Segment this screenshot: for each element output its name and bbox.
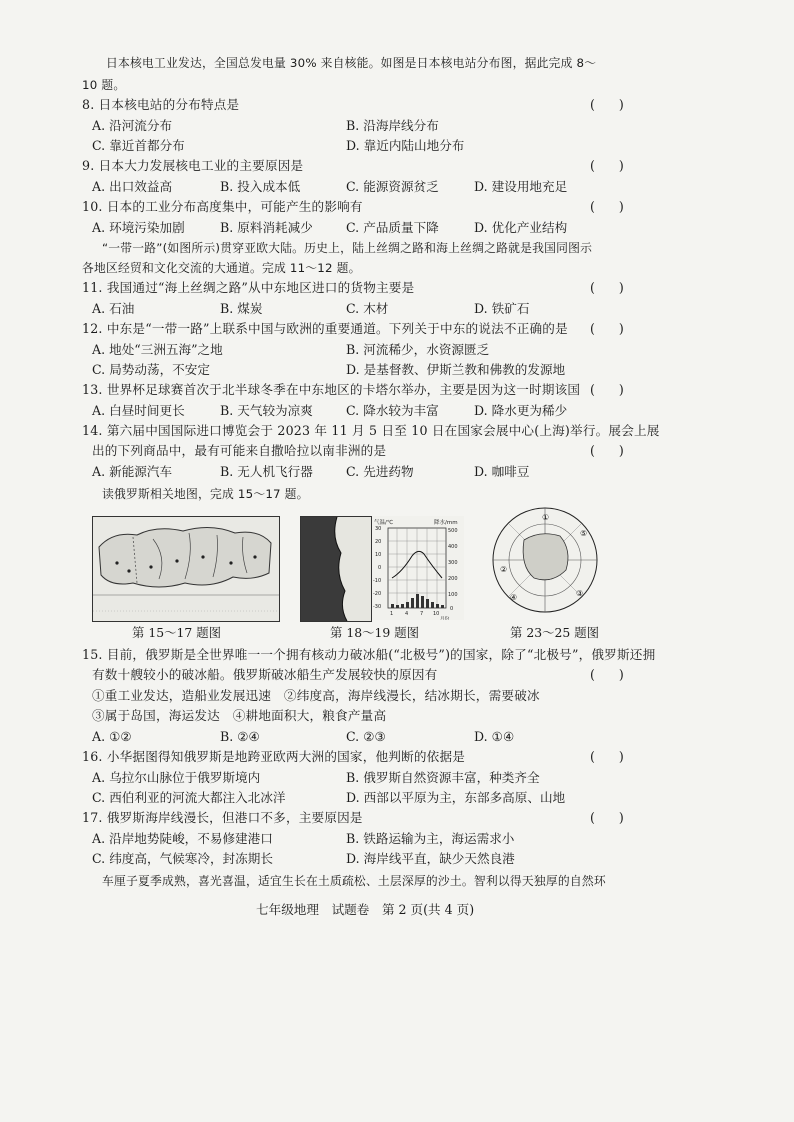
q17-stem: 17. 俄罗斯海岸线漫长，但港口不多，主要原因是 bbox=[82, 810, 363, 825]
climate-left-tick: -10 bbox=[373, 578, 382, 584]
q13-stem: 13. 世界杯足球赛首次于北半球冬季在中东地区的卡塔尔举办，主要是因为这一时期该国 bbox=[82, 382, 581, 397]
climate-x-tick: 10 bbox=[433, 611, 440, 617]
q13-option-b: B. 天气较为凉爽 bbox=[220, 403, 313, 418]
q10-option-c: C. 产品质量下降 bbox=[346, 220, 439, 235]
q12-option-d: D. 是基督教、伊斯兰教和佛教的发源地 bbox=[346, 362, 566, 377]
climate-left-tick: 0 bbox=[378, 565, 382, 571]
q15-option-c: C. ②③ bbox=[346, 729, 386, 744]
q17-answer-paren: ( ) bbox=[590, 810, 634, 825]
q10-option-a: A. 环境污染加剧 bbox=[92, 220, 185, 235]
q15-option-b: B. ②④ bbox=[220, 729, 260, 744]
q9-stem: 9. 日本大力发展核电工业的主要原因是 bbox=[82, 158, 304, 173]
q12-stem: 12. 中东是“一带一路”上联系中国与欧洲的重要通道。下列关于中东的说法不正确的是 bbox=[82, 321, 568, 336]
q11-option-b: B. 煤炭 bbox=[220, 301, 263, 316]
climate-left-axis-label: 气温/℃ bbox=[374, 520, 394, 526]
footer-kind: 试题卷 bbox=[331, 902, 370, 917]
climate-right-tick: 300 bbox=[448, 560, 458, 566]
q10-option-d: D. 优化产业结构 bbox=[474, 220, 568, 235]
q9-option-c: C. 能源资源贫乏 bbox=[346, 179, 439, 194]
q8-option-b: B. 沿海岸线分布 bbox=[346, 118, 439, 133]
q13-option-a: A. 白昼时间更长 bbox=[92, 403, 185, 418]
q8-stem: 8. 日本核电站的分布特点是 bbox=[82, 97, 240, 112]
q15-answer-paren: ( ) bbox=[590, 667, 634, 682]
intro-11-12-line1: “一带一路”(如图所示)贯穿亚欧大陆。历史上，陆上丝绸之路和海上丝绸之路就是我国同图示 bbox=[102, 241, 593, 255]
q17-option-a: A. 沿岸地势陡峻，不易修建港口 bbox=[92, 831, 273, 846]
q17-option-b: B. 铁路运输为主，海运需求小 bbox=[346, 831, 515, 846]
climate-left-tick: -30 bbox=[373, 604, 382, 610]
q16-option-d: D. 西部以平原为主，东部多高原、山地 bbox=[346, 790, 566, 805]
polar-label-5: ⑤ bbox=[580, 529, 588, 538]
intro-15-17: 读俄罗斯相关地图，完成 15～17 题。 bbox=[102, 487, 309, 501]
q16-option-b: B. 俄罗斯自然资源丰富，种类齐全 bbox=[346, 770, 540, 785]
footer bbox=[256, 902, 474, 918]
q9-option-a: A. 出口效益高 bbox=[92, 179, 173, 194]
q14-stem-line2: 出的下列商品中，最有可能来自撒哈拉以南非洲的是 bbox=[92, 443, 387, 458]
q14-stem-line1: 14. 第六届中国国际进口博览会于 2023 年 11 月 5 日至 10 日在国家会展中心(上海)举行。展会上展 bbox=[82, 423, 660, 438]
q8-option-c: C. 靠近首都分布 bbox=[92, 138, 185, 153]
climate-left-tick: 30 bbox=[375, 526, 382, 532]
polar-label-3: ③ bbox=[576, 589, 584, 598]
climate-right-tick: 100 bbox=[448, 592, 458, 598]
q14-option-c: C. 先进药物 bbox=[346, 464, 414, 479]
q17-option-d: D. 海岸线平直，缺少天然良港 bbox=[346, 851, 515, 866]
q9-option-b: B. 投入成本低 bbox=[220, 179, 301, 194]
q8-answer-paren: ( ) bbox=[590, 97, 634, 112]
fig-23-25-caption: 第 23～25 题图 bbox=[510, 625, 599, 640]
q8-option-a: A. 沿河流分布 bbox=[92, 118, 173, 133]
polar-label-1: ① bbox=[542, 513, 550, 522]
footer-subject: 七年级地理 bbox=[256, 902, 319, 917]
q13-option-c: C. 降水较为丰富 bbox=[346, 403, 439, 418]
q14-option-d: D. 咖啡豆 bbox=[474, 464, 530, 479]
climate-right-tick: 400 bbox=[448, 544, 458, 550]
climate-chart-image bbox=[372, 516, 464, 620]
intro-8-10-line1: 日本核电工业发达，全国总发电量 30% 来自核能。如图是日本核电站分布图，据此完成 8～ bbox=[106, 56, 597, 70]
polar-label-4: ④ bbox=[510, 593, 518, 602]
climate-x-tick: 7 bbox=[420, 611, 424, 617]
climate-right-tick: 500 bbox=[448, 528, 458, 534]
intro-cherry: 车厘子夏季成熟，喜光喜温，适宜生长在土质疏松、土层深厚的沙土。智利以得天独厚的自然环 bbox=[102, 874, 606, 888]
polar-label-2: ② bbox=[500, 565, 508, 574]
q12-option-b: B. 河流稀少，水资源匮乏 bbox=[346, 342, 490, 357]
q10-stem: 10. 日本的工业分布高度集中，可能产生的影响有 bbox=[82, 199, 363, 214]
climate-x-axis-label: 月份 bbox=[440, 617, 450, 620]
climate-left-tick: 20 bbox=[375, 539, 382, 545]
q16-option-a: A. 乌拉尔山脉位于俄罗斯境内 bbox=[92, 770, 261, 785]
q12-option-c: C. 局势动荡，不安定 bbox=[92, 362, 210, 377]
polar-map-figure bbox=[490, 500, 600, 620]
intro-8-10-line2: 10 题。 bbox=[82, 78, 126, 92]
q11-answer-paren: ( ) bbox=[590, 280, 634, 295]
q15-stem-line1: 15. 目前，俄罗斯是全世界唯一一个拥有核动力破冰船(“北极号”)的国家，除了“北极号”，俄罗斯还拥 bbox=[82, 647, 656, 662]
q15-choices-line2: ③属于岛国，海运发达 ④耕地面积大，粮食产量高 bbox=[92, 708, 387, 723]
q15-stem-line2: 有数十艘较小的破冰船。俄罗斯破冰船生产发展较快的原因有 bbox=[92, 667, 438, 682]
q10-option-b: B. 原料消耗减少 bbox=[220, 220, 313, 235]
q13-answer-paren: ( ) bbox=[590, 382, 634, 397]
region-map-image bbox=[301, 517, 371, 621]
q12-option-a: A. 地处“三洲五海”之地 bbox=[92, 342, 223, 357]
climate-left-tick: -20 bbox=[373, 591, 382, 597]
fig-18-19-caption: 第 18～19 题图 bbox=[330, 625, 419, 640]
q11-stem: 11. 我国通过“海上丝绸之路”从中东地区进口的货物主要是 bbox=[82, 280, 415, 295]
footer-page: 第 2 页(共 4 页) bbox=[381, 902, 475, 917]
russia-map-image bbox=[93, 517, 279, 621]
climate-right-axis-label: 降水/mm bbox=[434, 520, 458, 526]
climate-chart-figure bbox=[372, 516, 464, 620]
polar-map-image bbox=[490, 500, 600, 620]
q14-answer-paren: ( ) bbox=[590, 443, 634, 458]
climate-x-tick: 1 bbox=[390, 611, 394, 617]
climate-left-tick: 10 bbox=[375, 552, 382, 558]
q15-option-d: D. ①④ bbox=[474, 729, 515, 744]
fig-15-17-caption: 第 15～17 题图 bbox=[132, 625, 221, 640]
q11-option-d: D. 铁矿石 bbox=[474, 301, 530, 316]
q16-option-c: C. 西伯利亚的河流大都注入北冰洋 bbox=[92, 790, 286, 805]
intro-11-12-line2: 各地区经贸和文化交流的大通道。完成 11～12 题。 bbox=[82, 261, 361, 275]
q9-answer-paren: ( ) bbox=[590, 158, 634, 173]
q10-answer-paren: ( ) bbox=[590, 199, 634, 214]
q14-option-b: B. 无人机飞行器 bbox=[220, 464, 313, 479]
q12-answer-paren: ( ) bbox=[590, 321, 634, 336]
q17-option-c: C. 纬度高，气候寒冷，封冻期长 bbox=[92, 851, 273, 866]
q15-choices-line1: ①重工业发达，造船业发展迅速 ②纬度高，海岸线漫长，结冰期长，需要破冰 bbox=[92, 688, 540, 703]
q11-option-a: A. 石油 bbox=[92, 301, 135, 316]
russia-map-figure bbox=[92, 516, 280, 622]
climate-right-tick: 200 bbox=[448, 576, 458, 582]
climate-right-tick: 0 bbox=[450, 606, 454, 612]
q11-option-c: C. 木材 bbox=[346, 301, 389, 316]
climate-x-tick: 4 bbox=[405, 611, 409, 617]
q16-stem: 16. 小华据图得知俄罗斯是地跨亚欧两大洲的国家，他判断的依据是 bbox=[82, 749, 466, 764]
q13-option-d: D. 降水更为稀少 bbox=[474, 403, 568, 418]
q15-option-a: A. ①② bbox=[92, 729, 132, 744]
q16-answer-paren: ( ) bbox=[590, 749, 634, 764]
region-map-figure bbox=[300, 516, 372, 622]
q8-option-d: D. 靠近内陆山地分布 bbox=[346, 138, 465, 153]
q14-option-a: A. 新能源汽车 bbox=[92, 464, 173, 479]
q9-option-d: D. 建设用地充足 bbox=[474, 179, 568, 194]
